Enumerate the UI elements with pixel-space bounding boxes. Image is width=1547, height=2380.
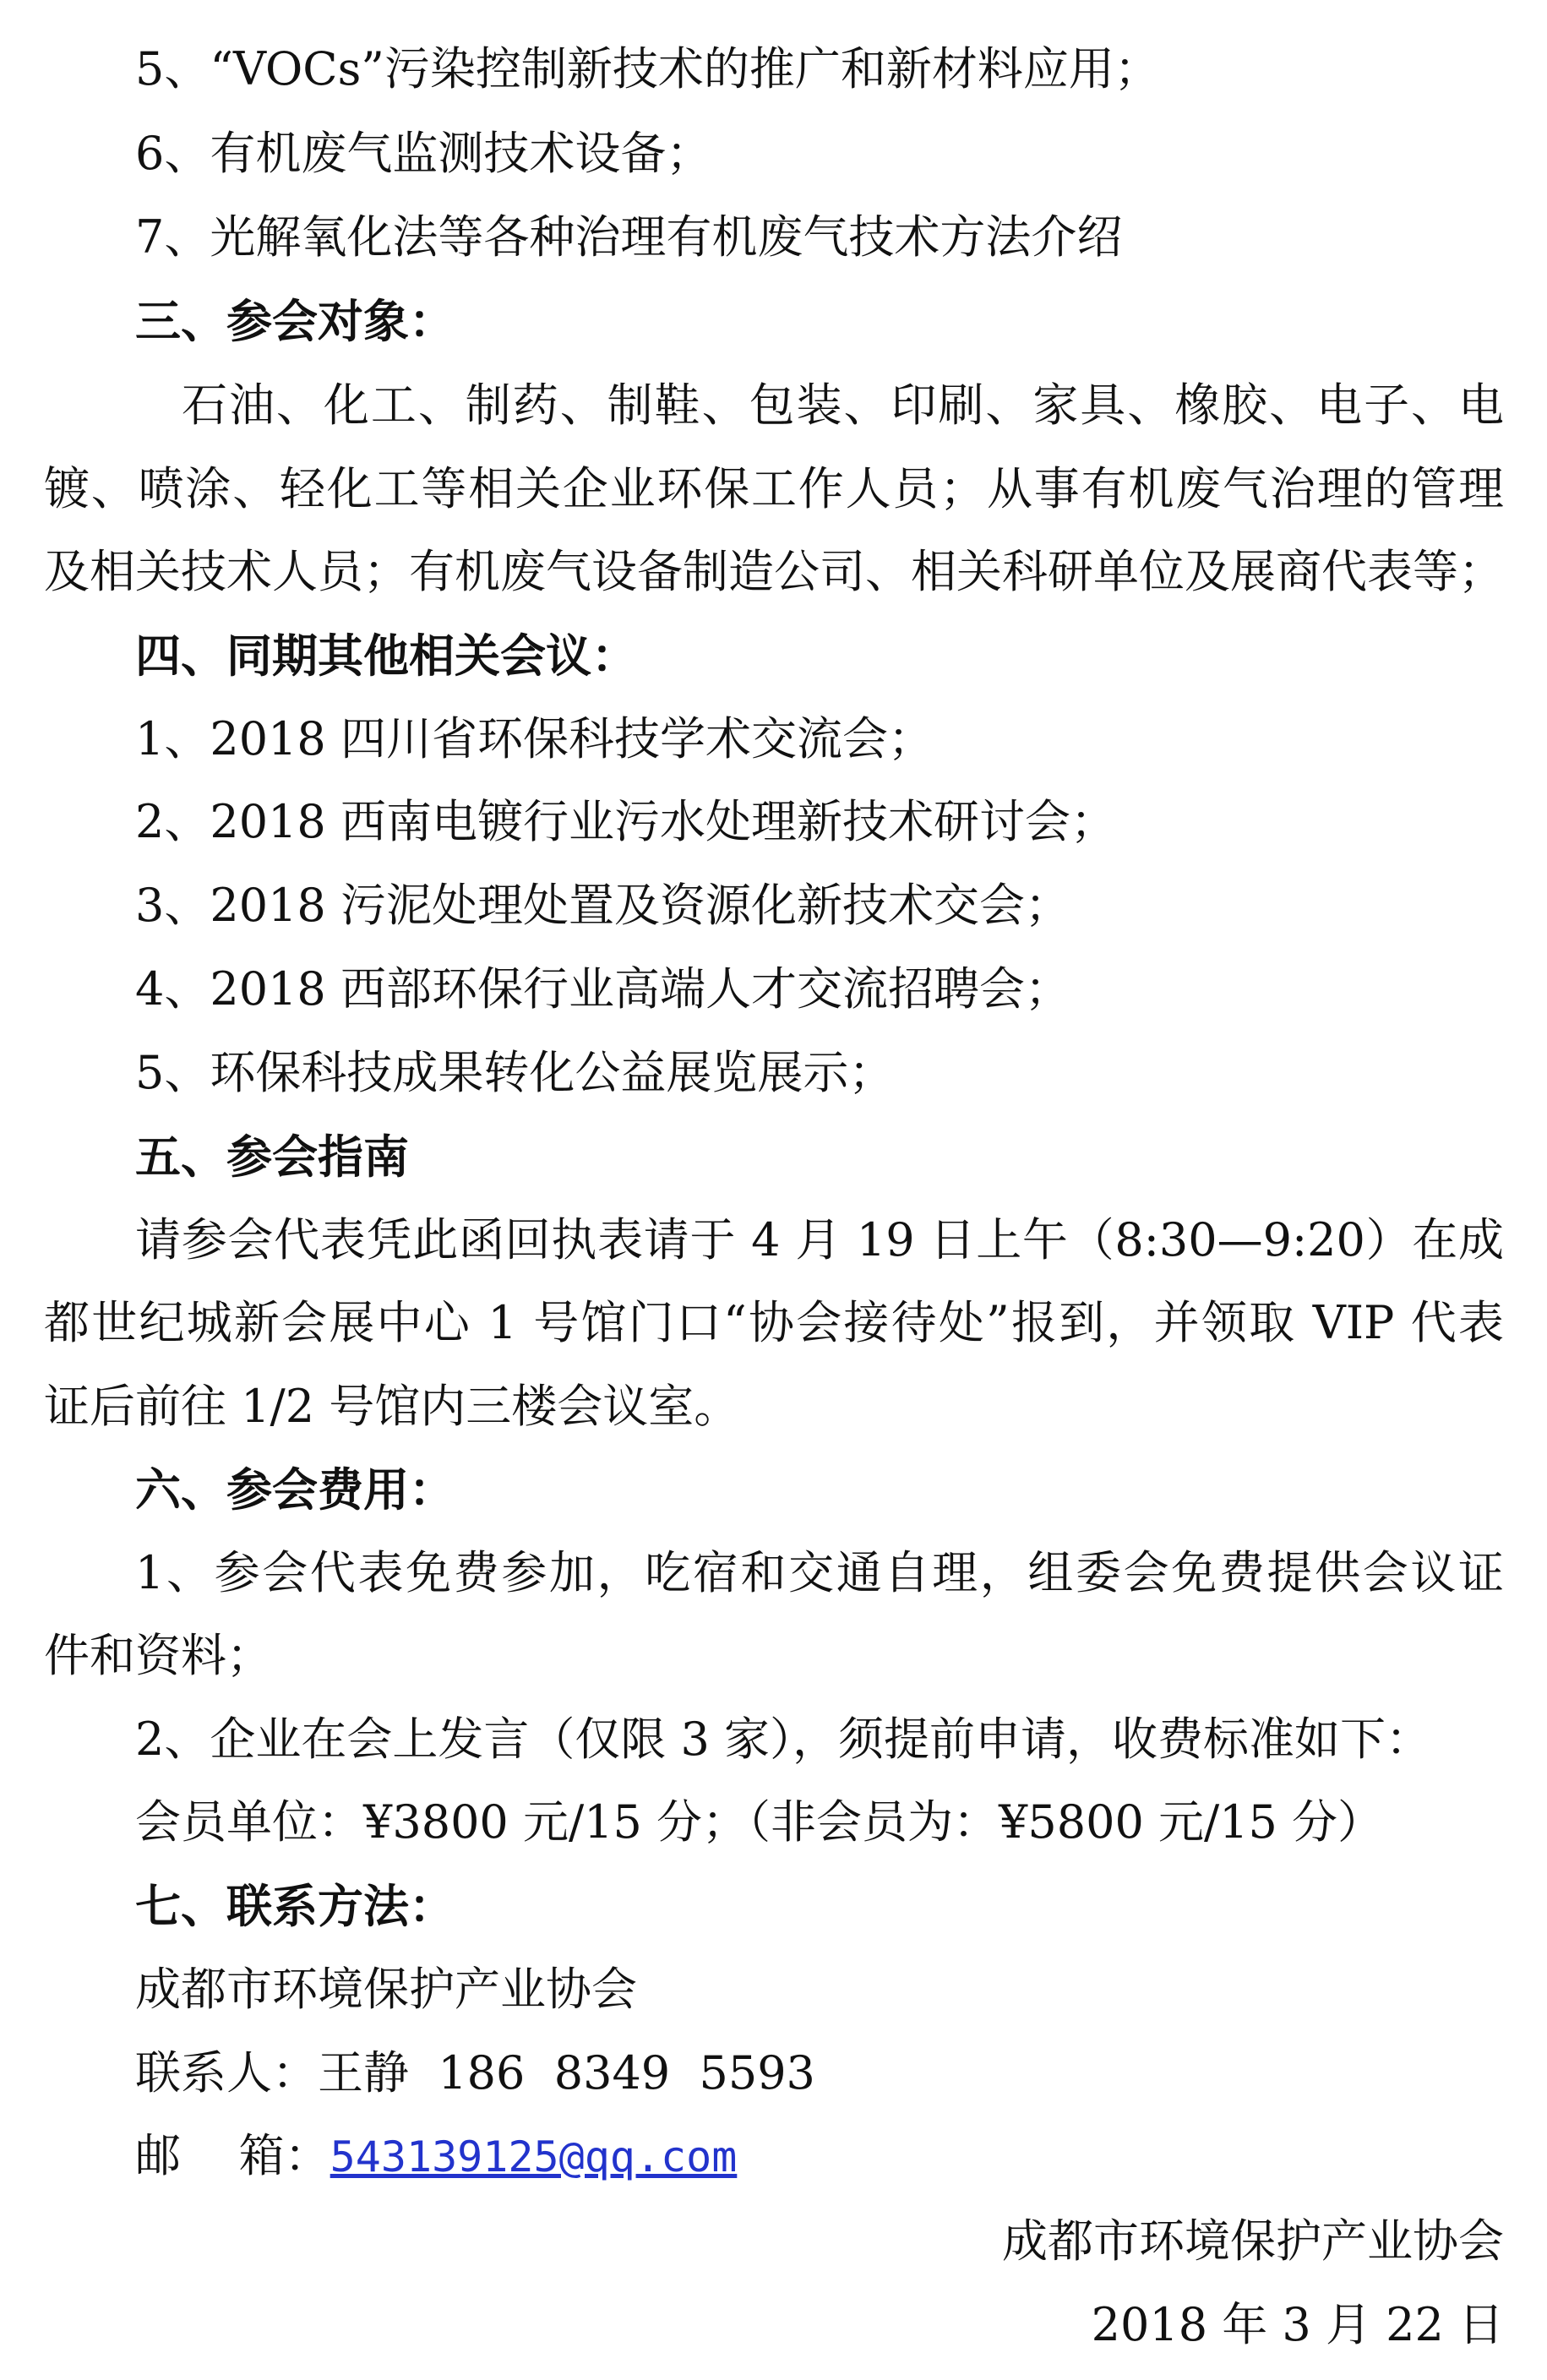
fee-item-2-line: 2、企业在会上发言（仅限 3 家），须提前申请，收费标准如下： <box>135 1713 1432 1766</box>
email-link[interactable]: 543139125@qq.com <box>330 2132 738 2181</box>
section-heading-concurrent-meetings: 四、同期其他相关会议： <box>135 629 637 683</box>
meeting-item-2: 2、2018 西南电镀行业污水处理新技术研讨会； <box>135 795 1116 848</box>
meeting-item-4: 4、2018 西部环保行业高端人才交流招聘会； <box>135 962 1070 1016</box>
meeting-item-1: 1、2018 四川省环保科技学术交流会； <box>135 712 934 765</box>
topic-item-6: 6、有机废气监测技术设备； <box>135 127 712 180</box>
attendees-paragraph-line: 镀、喷涂、轻化工等相关企业环保工作人员；从事有机废气治理的管理 <box>44 462 1504 515</box>
fee-rates-line: 会员单位：¥3800 元/15 分；（非会员为：¥5800 元/15 分） <box>135 1795 1384 1849</box>
meeting-item-5: 5、环保科技成果转化公益展览展示； <box>135 1046 895 1099</box>
attendees-paragraph-line: 石油、化工、制药、制鞋、包装、印刷、家具、橡胶、电子、电 <box>182 379 1504 432</box>
signature-date: 2018 年 3 月 22 日 <box>1091 2298 1504 2351</box>
guide-paragraph-line: 证后前往 1/2 号馆内三楼会议室。 <box>44 1380 740 1433</box>
contact-person-row <box>135 2043 1504 2104</box>
section-heading-guide: 五、参会指南 <box>135 1130 409 1184</box>
section-heading-attendees: 三、参会对象： <box>135 294 455 348</box>
topic-item-5: 5、“VOCs”污染控制新技术的推广和新材料应用； <box>135 42 1160 95</box>
guide-paragraph-line: 都世纪城新会展中心 1 号馆门口“协会接待处”报到，并领取 VIP 代表 <box>44 1296 1504 1349</box>
section-heading-fees: 六、参会费用： <box>135 1462 455 1517</box>
topic-item-7: 7、光解氧化法等各种治理有机废气技术方法介绍 <box>135 210 1123 264</box>
contact-email-row <box>135 2126 1504 2187</box>
contact-organization: 成都市环境保护产业协会 <box>135 1963 637 2016</box>
fee-item-1-line: 件和资料； <box>44 1629 272 1682</box>
section-heading-contact: 七、联系方法： <box>135 1879 455 1933</box>
contact-person-label: 联系人： <box>135 2046 318 2100</box>
guide-paragraph-line: 请参会代表凭此函回执表请于 4 月 19 日上午（8:30—9:20）在成 <box>135 1213 1504 1266</box>
fee-item-1-line: 1、参会代表免费参加，吃宿和交通自理，组委会免费提供会议证 <box>135 1546 1504 1599</box>
signature-organization: 成都市环境保护产业协会 <box>1002 2214 1504 2268</box>
contact-person-value: 王静 186 8349 5593 <box>318 2046 815 2100</box>
attendees-paragraph-line: 及相关技术人员；有机废气设备制造公司、相关科研单位及展商代表等； <box>44 545 1504 598</box>
meeting-item-3: 3、2018 污泥处理处置及资源化新技术交会； <box>135 879 1070 932</box>
email-label: 邮 箱： <box>135 2129 330 2182</box>
